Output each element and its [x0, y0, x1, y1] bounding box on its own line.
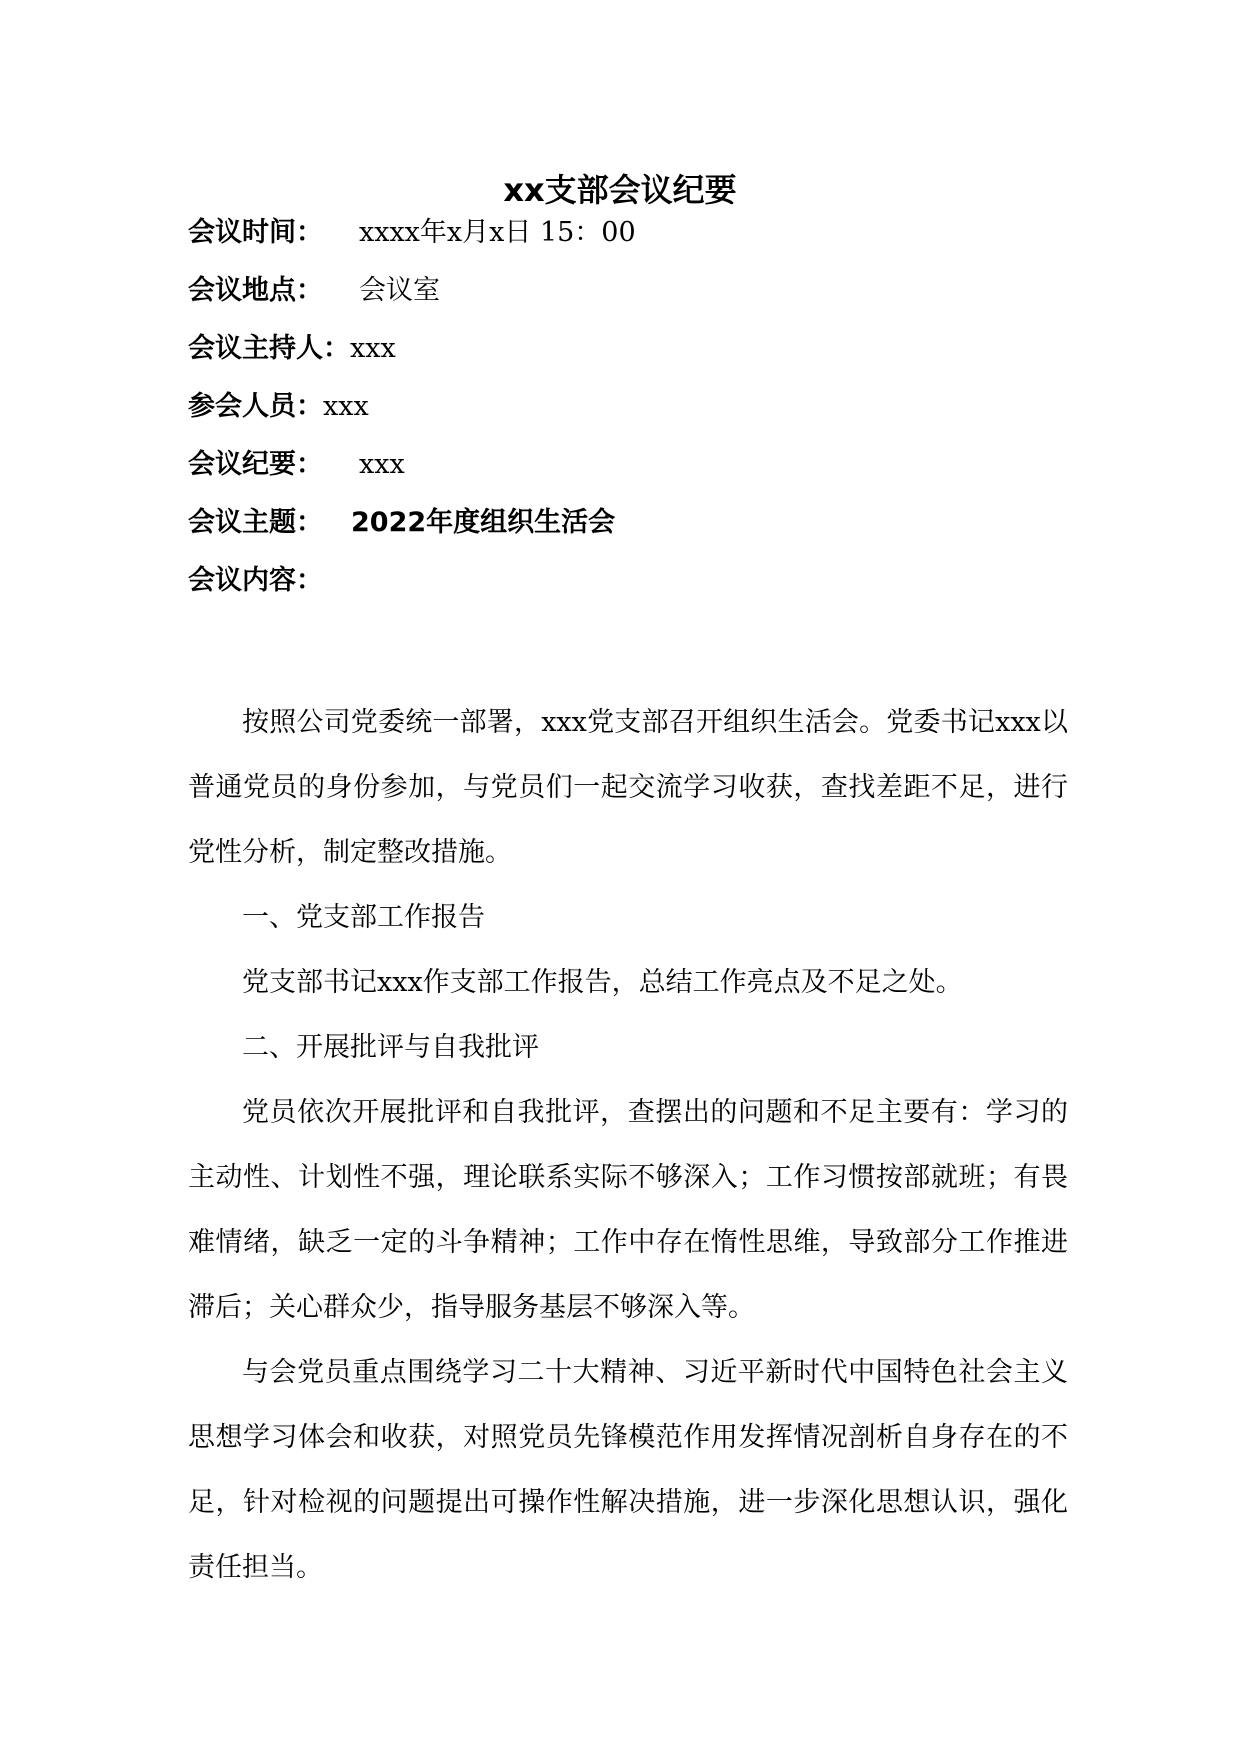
- meeting-location-value: 会议室: [359, 275, 440, 306]
- meeting-time-label: 会议时间：: [188, 217, 323, 248]
- meeting-time-field: [188, 213, 1068, 253]
- meeting-attendees-value: xxx: [323, 391, 369, 422]
- meeting-time-value: xxxx年x月x日 15：00: [359, 217, 636, 248]
- meeting-location-label: 会议地点：: [188, 275, 323, 306]
- meeting-theme-label: 会议主题：: [188, 507, 323, 538]
- section-heading: 一、党支部工作报告: [242, 902, 485, 933]
- section-heading: 二、开展批评与自我批评: [242, 1032, 539, 1063]
- meeting-attendees-label: 参会人员：: [188, 391, 323, 422]
- meeting-host-label: 会议主持人：: [188, 333, 350, 364]
- meeting-content-label: 会议内容：: [188, 565, 323, 596]
- meeting-location-field: [188, 271, 1068, 311]
- meeting-theme-value: 2022年度组织生活会: [351, 507, 616, 538]
- meeting-minutes-label: 会议纪要：: [188, 449, 323, 480]
- meeting-minutes-field: [188, 445, 1068, 485]
- meeting-host-field: [188, 329, 1068, 369]
- content-paragraph: 按照公司党委统一部署，xxx党支部召开组织生活会。党委书记xxx以普通党员的身份参加，与党员们一起交流学习收获，查找差距不足，进行党性分析，制定整改措施。: [188, 707, 1068, 868]
- content-paragraph: 与会党员重点围绕学习二十大精神、习近平新时代中国特色社会主义思想学习体会和收获，对照党员先锋模范作用发挥情况剖析自身存在的不足，针对检视的问题提出可操作性解决措施，进一步深化思想认识，强化责任担当。: [188, 1357, 1068, 1583]
- meeting-content-body: [188, 690, 1068, 1600]
- meeting-minutes-value: xxx: [359, 449, 405, 480]
- content-paragraph: 党员依次开展批评和自我批评，查摆出的问题和不足主要有：学习的主动性、计划性不强，理论联系实际不够深入；工作习惯按部就班；有畏难情绪，缺乏一定的斗争精神；工作中存在惰性思维，导致部分工作推进滞后；关心群众少，指导服务基层不够深入等。: [188, 1097, 1068, 1323]
- meeting-host-value: xxx: [350, 333, 396, 364]
- document-title: xx支部会议纪要: [503, 171, 737, 209]
- meeting-attendees-field: [188, 387, 1068, 427]
- meeting-theme-field: [188, 503, 1068, 543]
- content-paragraph: 党支部书记xxx作支部工作报告，总结工作亮点及不足之处。: [242, 967, 963, 998]
- meeting-content-field: [188, 561, 1068, 601]
